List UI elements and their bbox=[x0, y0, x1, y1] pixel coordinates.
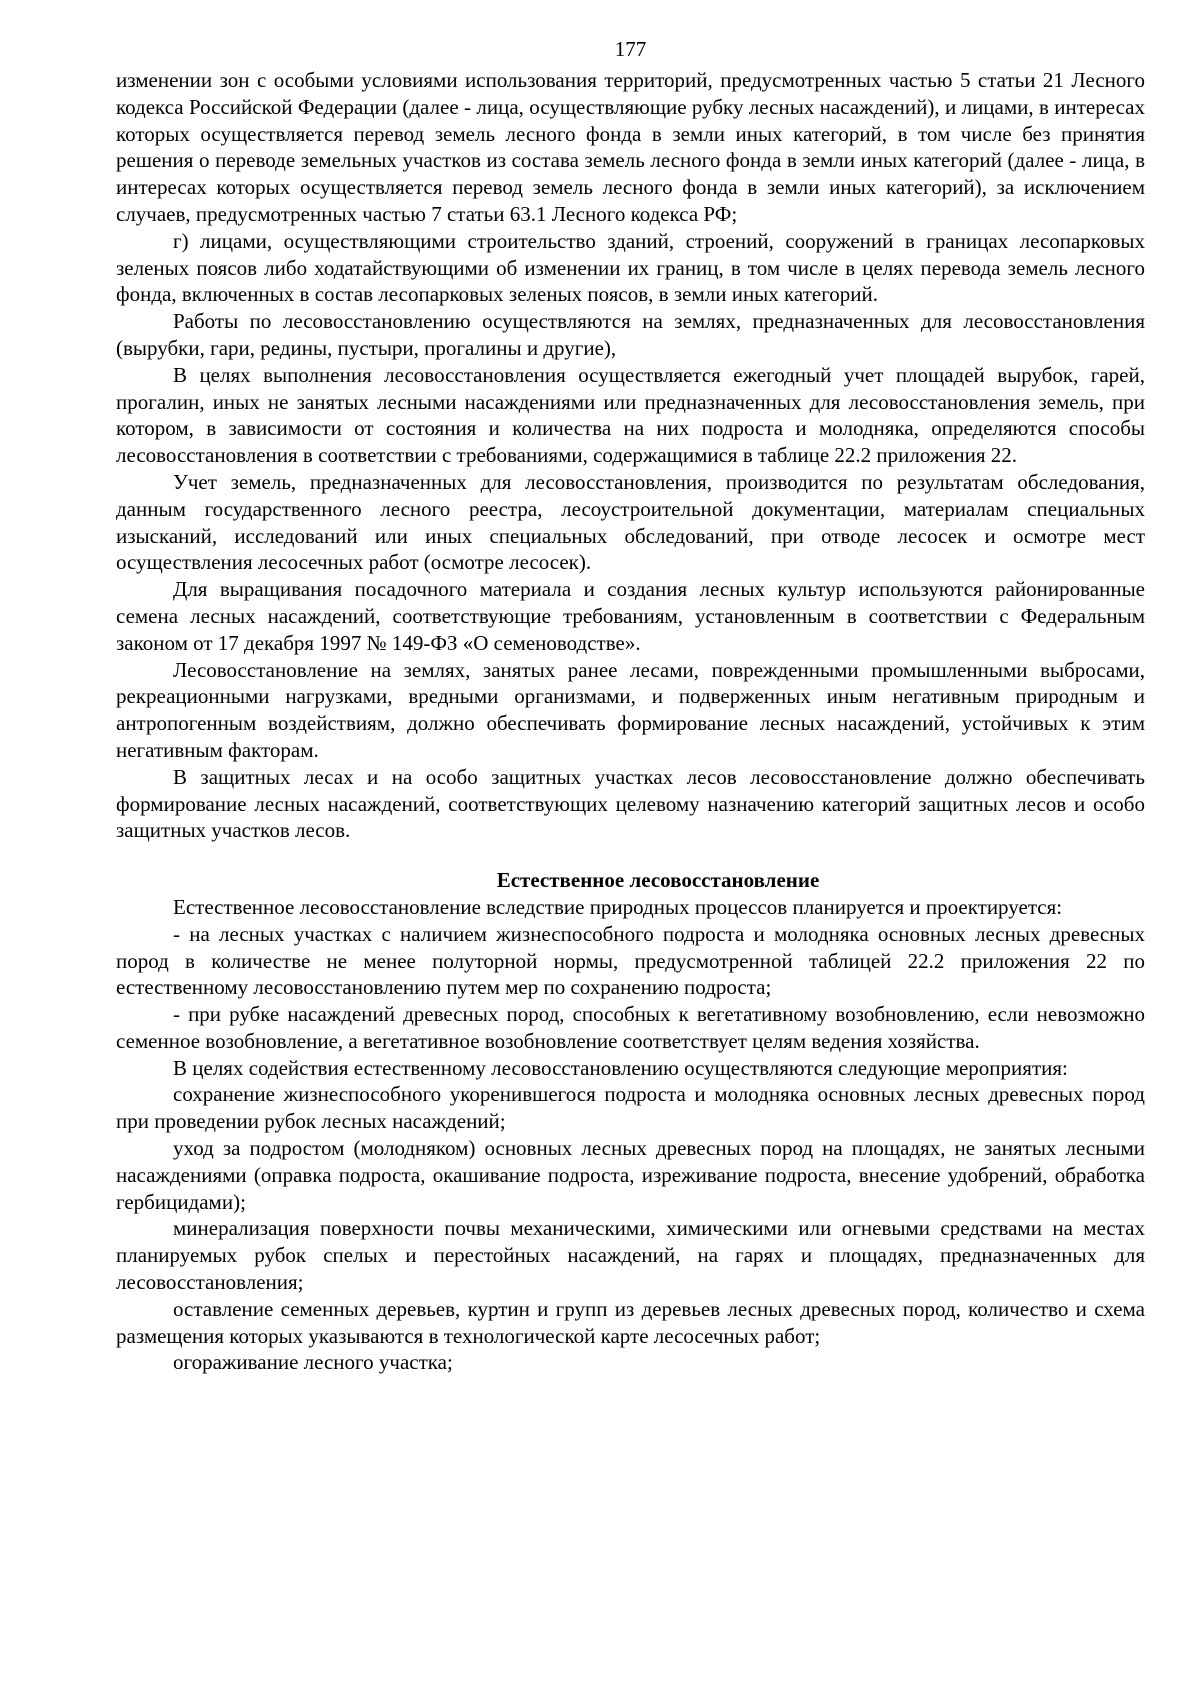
paragraph-item-g: г) лицами, осуществляющими строительство зданий, строений, сооружений в границах лесопарковых зеленых поясов либо ходатайствующими об изменении их границ, в том числе в целях перевода земель лесного фонда, включенных в состав лесопарковых зеленых поясов, в земли иных категорий. bbox=[116, 228, 1145, 307]
paragraph: Лесовосстановление на землях, занятых ранее лесами, поврежденными промышленными выбросами, рекреационными нагрузками, вредными организмами, и подверженных иным негативным природным и антропогенным воздействиям, должно обеспечивать формирование лесных насаждений, устойчивых к этим негативным факторам. bbox=[116, 657, 1145, 762]
measure-item: уход за подростом (молодняком) основных лесных древесных пород на площадях, не занятых лесными насаждениями (оправка подроста, окашивание подроста, изреживание подроста, внесение удобрений, обработка гербицидами); bbox=[116, 1136, 1145, 1214]
paragraph-continuation: изменении зон с особыми условиями использования территорий, предусмотренных частью 5 статьи 21 Лесного кодекса Российской Федерации (далее - лица, осуществляющие рубку лесных насаждений), и лицами, в интересах которых осуществляется перевод земель лесного фонда в земли иных категорий, в том числе без принятия решения о переводе земельных участков из состава земель лесного фонда в земли иных категорий (далее - лица, в интересах которых осуществляется перевод земель лесного фонда в земли иных категорий), за исключением случаев, предусмотренных частью 7 статьи 63.1 Лесного кодекса РФ; bbox=[116, 68, 1145, 226]
paragraph: В целях содействия естественному лесовосстановлению осуществляются следующие мероприятия: bbox=[173, 1055, 1068, 1080]
paragraph: В целях выполнения лесовосстановления осуществляется ежегодный учет площадей вырубок, гарей, прогалин, иных не занятых лесными насаждениями или предназначенных для лесовосстановления земель, при котором, в зависимости от состояния и количества на них подроста и молодняка, определяются способы лесовосстановления в соответствии с требованиями, содержащимися в таблице 22.2 приложения 22. bbox=[116, 362, 1145, 468]
section-heading: Естественное лесовосстановление bbox=[496, 868, 820, 893]
paragraph: Естественное лесовосстановление вследствие природных процессов планируется и проектируется: bbox=[173, 894, 1063, 919]
measure-item: сохранение жизнеспособного укоренившегося подроста и молодняка основных лесных древесных пород при проведении рубок лесных насаждений; bbox=[116, 1082, 1145, 1134]
page-number: 177 bbox=[614, 37, 647, 61]
paragraph: Работы по лесовосстановлению осуществляются на землях, предназначенных для лесовосстановления (вырубки, гари, редины, пустыри, прогалины и другие), bbox=[116, 309, 1145, 360]
measure-item: огораживание лесного участка; bbox=[173, 1350, 453, 1375]
measure-item: оставление семенных деревьев, куртин и групп из деревьев лесных древесных пород, количество и схема размещения которых указываются в технологической карте лесосечных работ; bbox=[116, 1296, 1145, 1348]
document-body bbox=[116, 67, 1145, 1376]
paragraph: Учет земель, предназначенных для лесовосстановления, производится по результатам обследования, данным государственного лесного реестра, лесоустроительной документации, материалам специальных изысканий, исследований или иных специальных обследований, при отводе лесосек и осмотре мест осуществления лесосечных работ (осмотре лесосек). bbox=[116, 469, 1145, 575]
list-item: - при рубке насаждений древесных пород, способных к вегетативному возобновлению, если невозможно семенное возобновление, а вегетативное возобновление соответствует целям ведения хозяйства. bbox=[116, 1002, 1145, 1053]
list-item: - на лесных участках с наличием жизнеспособного подроста и молодняка основных лесных древесных пород в количестве не менее полуторной нормы, предусмотренной таблицей 22.2 приложения 22 по естественному лесовосстановлению путем мер по сохранению подроста; bbox=[116, 921, 1145, 1000]
measure-item: минерализация поверхности почвы механическими, химическими или огневыми средствами на местах планируемых рубок спелых и перестойных насаждений, на гарях и площадях, предназначенных для лесовосстановления; bbox=[116, 1216, 1145, 1295]
paragraph: Для выращивания посадочного материала и создания лесных культур используются районированные семена лесных насаждений, соответствующие требованиям, установленным в соответствии с Федеральным законом от 17 декабря 1997 № 149-ФЗ «О семеноводстве». bbox=[116, 577, 1145, 655]
paragraph: В защитных лесах и на особо защитных участках лесов лесовосстановление должно обеспечивать формирование лесных насаждений, соответствующих целевому назначению категорий защитных лесов и особо защитных участков лесов. bbox=[116, 764, 1145, 843]
